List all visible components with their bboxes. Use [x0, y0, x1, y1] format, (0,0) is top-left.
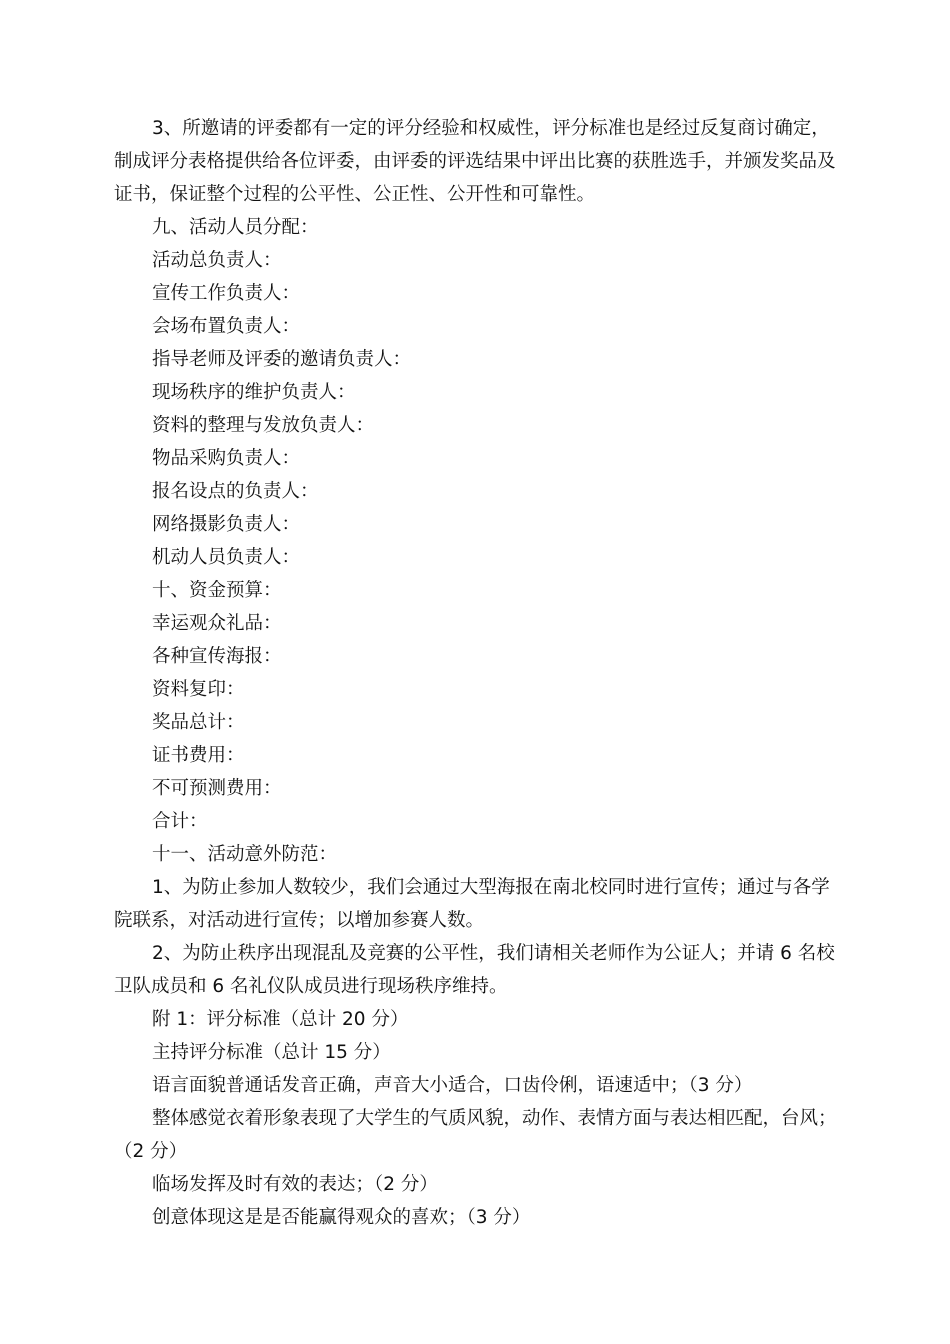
- staff-materials-lead: 资料的整理与发放负责人：: [152, 415, 375, 436]
- budget-audience-gifts: 幸运观众礼品：: [152, 613, 282, 634]
- paragraph-order-fairness: 2、为防止秩序出现混乱及竞赛的公平性，我们请相关老师作为公证人；并请 6 名校卫队成员和 6 名礼仪队成员进行现场秩序维持。: [114, 943, 835, 997]
- staff-general-lead: 活动总负责人：: [152, 250, 282, 271]
- budget-prizes: 奖品总计：: [152, 712, 245, 733]
- staff-order-lead: 现场秩序的维护负责人：: [152, 382, 356, 403]
- budget-posters: 各种宣传海报：: [152, 646, 282, 667]
- heading-staff-allocation: 九、活动人员分配：: [152, 217, 319, 238]
- criterion-language: 语言面貌普通话发音正确，声音大小适合，口齿伶俐，语速适中；（3 分）: [152, 1075, 753, 1096]
- budget-contingency: 不可预测费用：: [152, 778, 282, 799]
- staff-purchasing-lead: 物品采购负责人：: [152, 448, 301, 469]
- staff-venue-lead: 会场布置负责人：: [152, 316, 301, 337]
- criterion-improvisation: 临场发挥及时有效的表达；（2 分）: [152, 1174, 438, 1195]
- hosting-scoring-criteria: 主持评分标准（总计 15 分）: [152, 1042, 391, 1063]
- budget-copying: 资料复印：: [152, 679, 245, 700]
- staff-photography-lead: 网络摄影负责人：: [152, 514, 301, 535]
- criterion-overall-impression: 整体感觉衣着形象表现了大学生的气质风貌，动作、表情方面与表达相匹配，台风；（2 分）: [114, 1108, 837, 1162]
- paragraph-judges-criteria: 3、所邀请的评委都有一定的评分经验和权威性，评分标准也是经过反复商讨确定，制成评分表格提供给各位评委，由评委的评选结果中评出比赛的获胜选手，并颁发奖品及证书，保证整个过程的公平性、公正性、公开性和可靠性。: [114, 118, 836, 205]
- staff-publicity-lead: 宣传工作负责人：: [152, 283, 301, 304]
- budget-certificates: 证书费用：: [152, 745, 245, 766]
- heading-contingency-plan: 十一、活动意外防范：: [152, 844, 338, 865]
- staff-registration-lead: 报名设点的负责人：: [152, 481, 319, 502]
- criterion-creativity: 创意体现这是是否能赢得观众的喜欢；（3 分）: [152, 1207, 531, 1228]
- staff-invitation-lead: 指导老师及评委的邀请负责人：: [152, 349, 412, 370]
- appendix-scoring-criteria: 附 1：评分标准（总计 20 分）: [152, 1009, 409, 1030]
- staff-flexible-lead: 机动人员负责人：: [152, 547, 301, 568]
- heading-budget: 十、资金预算：: [152, 580, 282, 601]
- budget-total: 合计：: [152, 811, 208, 832]
- paragraph-low-turnout: 1、为防止参加人数较少，我们会通过大型海报在南北校同时进行宣传；通过与各学院联系，对活动进行宣传；以增加参赛人数。: [114, 877, 830, 931]
- document-page: [114, 112, 838, 1234]
